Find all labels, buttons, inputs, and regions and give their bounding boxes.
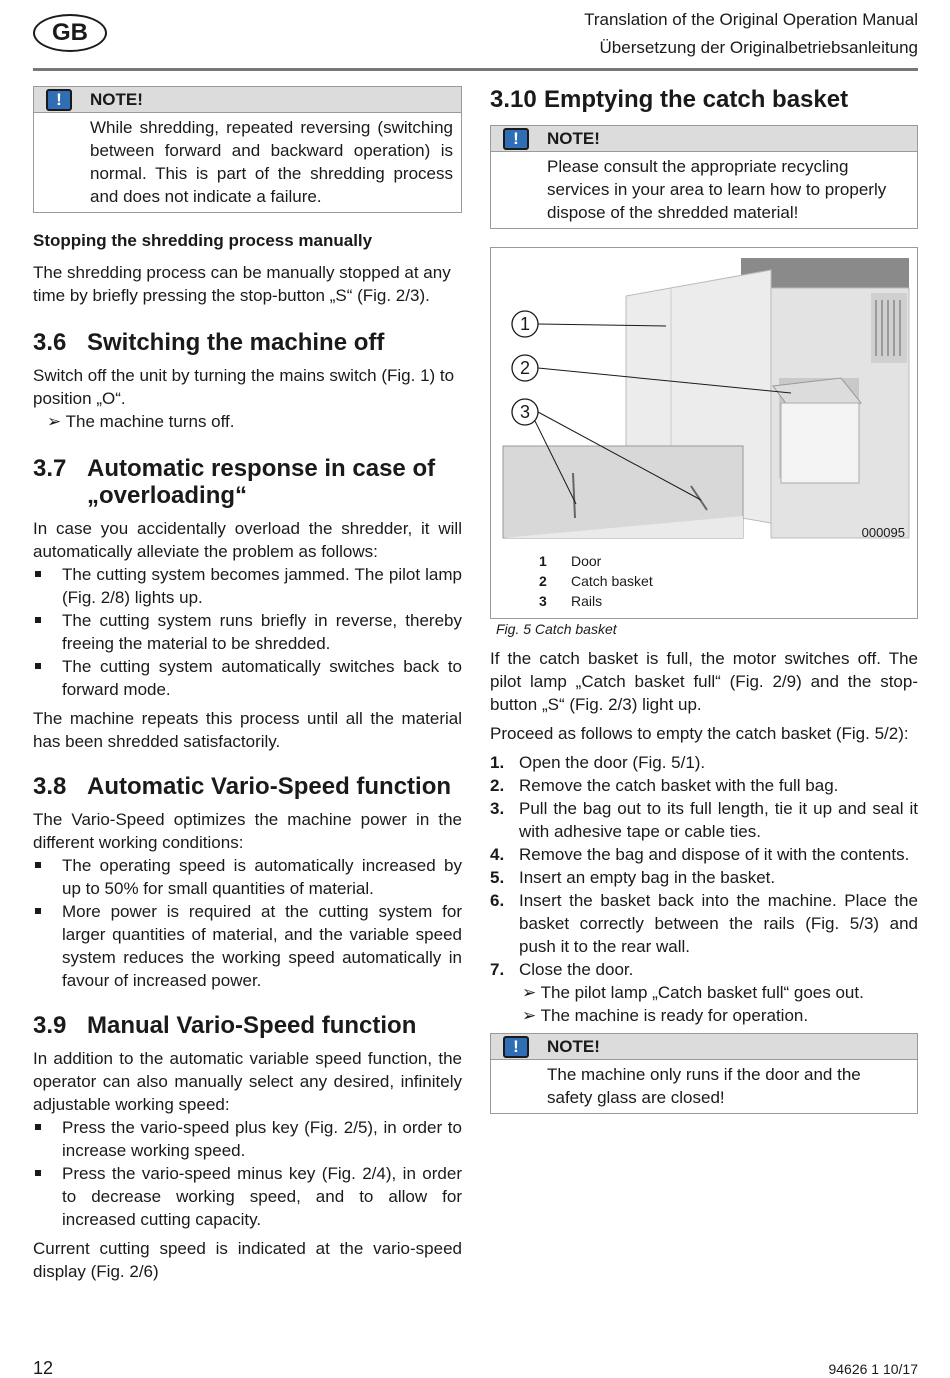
note-text: The machine only runs if the door and the safety glass are closed! [547,1065,861,1107]
step-item: 1. Open the door (Fig. 5/1). [490,753,706,772]
paragraph: If the catch basket is full, the motor switches off. The pilot lamp „Catch basket full“ (Fig. 2/9) and the stop-button „S“ (Fig. 2/3) light up. [490,649,918,714]
section-heading: 3.8 Automatic Vario-Speed function [33,773,452,800]
list-item: The cutting system runs briefly in reverse, thereby freeing the material to be shredded. [33,609,462,655]
note-title: NOTE! [547,1036,600,1056]
right-column [490,86,918,1132]
warning-icon: ! [503,128,529,150]
figure-catch-basket [490,247,918,619]
legend-item: 3 Rails [539,593,603,609]
page-number: 12 [33,1358,54,1378]
step-item: 5. Insert an empty bag in the basket. [490,868,776,887]
list-item: The cutting system automatically switches back to forward mode. [33,655,462,701]
paragraph: Proceed as follows to empty the catch basket (Fig. 5/2): [490,724,909,743]
result-line: ➢ The machine turns off. [47,412,235,431]
paragraph: Current cutting speed is indicated at the vario-speed display (Fig. 2/6) [33,1239,462,1281]
section-heading: 3.9 Manual Vario-Speed function [33,1012,417,1039]
warning-icon: ! [503,1036,529,1058]
list-item: The operating speed is automatically increased by up to 50% for small quantities of material. [33,854,462,900]
note-text: While shredding, repeated reversing (switching between forward and backward operation) is normal. This is part of the shredding process and does not indicate a failure. [90,118,453,206]
step-item: 7. Close the door. [490,960,634,979]
language-badge: GB [33,14,107,52]
figure-code: 000095 [861,525,905,540]
result-line: ➢ The pilot lamp „Catch basket full“ goes out. [522,983,864,1002]
step-item: 2. Remove the catch basket with the full bag. [490,776,839,795]
paragraph: In case you accidentally overload the shredder, it will automatically alleviate the problem as follows: [33,519,462,561]
result-line: ➢ The machine is ready for operation. [522,1006,809,1025]
left-column [33,86,462,1283]
figure-caption: Fig. 5 Catch basket [496,621,617,637]
legend-item: 1 Door [539,553,602,569]
note-title: NOTE! [547,128,600,148]
note-text: Please consult the appropriate recycling services in your area to learn how to properly dispose of the shredded material! [547,157,887,222]
subheading: Stopping the shredding process manually [33,231,373,250]
paragraph: In addition to the automatic variable speed function, the operator can also manually select any desired, infinitely adjustable working speed: [33,1049,462,1114]
figure-legend [539,553,653,613]
legend-item: 2 Catch basket [539,573,653,589]
paragraph: The shredding process can be manually stopped at any time by briefly pressing the stop-button „S“ (Fig. 2/3). [33,263,451,305]
bullet-list [33,563,462,701]
warning-icon: ! [46,89,72,111]
list-item: Press the vario-speed plus key (Fig. 2/5), in order to increase working speed. [33,1116,462,1162]
header-title-de: Übersetzung der Originalbetriebsanleitung [599,38,918,57]
list-item: The cutting system becomes jammed. The pilot lamp (Fig. 2/8) lights up. [33,563,462,609]
bullet-list [33,1116,462,1231]
paragraph: The Vario-Speed optimizes the machine power in the different working conditions: [33,810,462,852]
section-heading: 3.7 Automatic response in case of „overloading“ [33,455,436,509]
section-heading: 3.10 Emptying the catch basket [490,86,849,113]
step-item: 6. Insert the basket back into the machine. Place the basket correctly between the rails (Fig. 5/3) and push it to the rear wall. [490,891,918,956]
note-box [490,1033,918,1114]
step-item: 4. Remove the bag and dispose of it with the contents. [490,845,910,864]
note-box [490,125,918,229]
catch-basket-illustration [491,248,917,548]
list-item: More power is required at the cutting system for larger quantities of material, and the variable speed system reduces the working speed automatically in favour of increased power. [33,900,462,992]
note-box [33,86,462,213]
step-item: 3. Pull the bag out to its full length, tie it up and seal it with adhesive tape or cable ties. [490,799,918,841]
header-rule [33,68,918,71]
header-title-en: Translation of the Original Operation Manual [584,10,918,29]
document-code: 94626 1 10/17 [828,1361,918,1377]
paragraph: Switch off the unit by turning the mains switch (Fig. 1) to position „O“. [33,366,455,408]
note-title: NOTE! [90,89,143,109]
list-item: Press the vario-speed minus key (Fig. 2/4), in order to decrease working speed, and to allow for increased cutting capacity. [33,1162,462,1231]
callout-2: 2 [519,358,531,378]
section-heading: 3.6 Switching the machine off [33,329,385,356]
step-list [490,751,918,981]
callout-1: 1 [519,314,531,334]
bullet-list [33,854,462,992]
callout-3: 3 [519,402,531,422]
paragraph: The machine repeats this process until all the material has been shredded satisfactorily. [33,709,462,751]
